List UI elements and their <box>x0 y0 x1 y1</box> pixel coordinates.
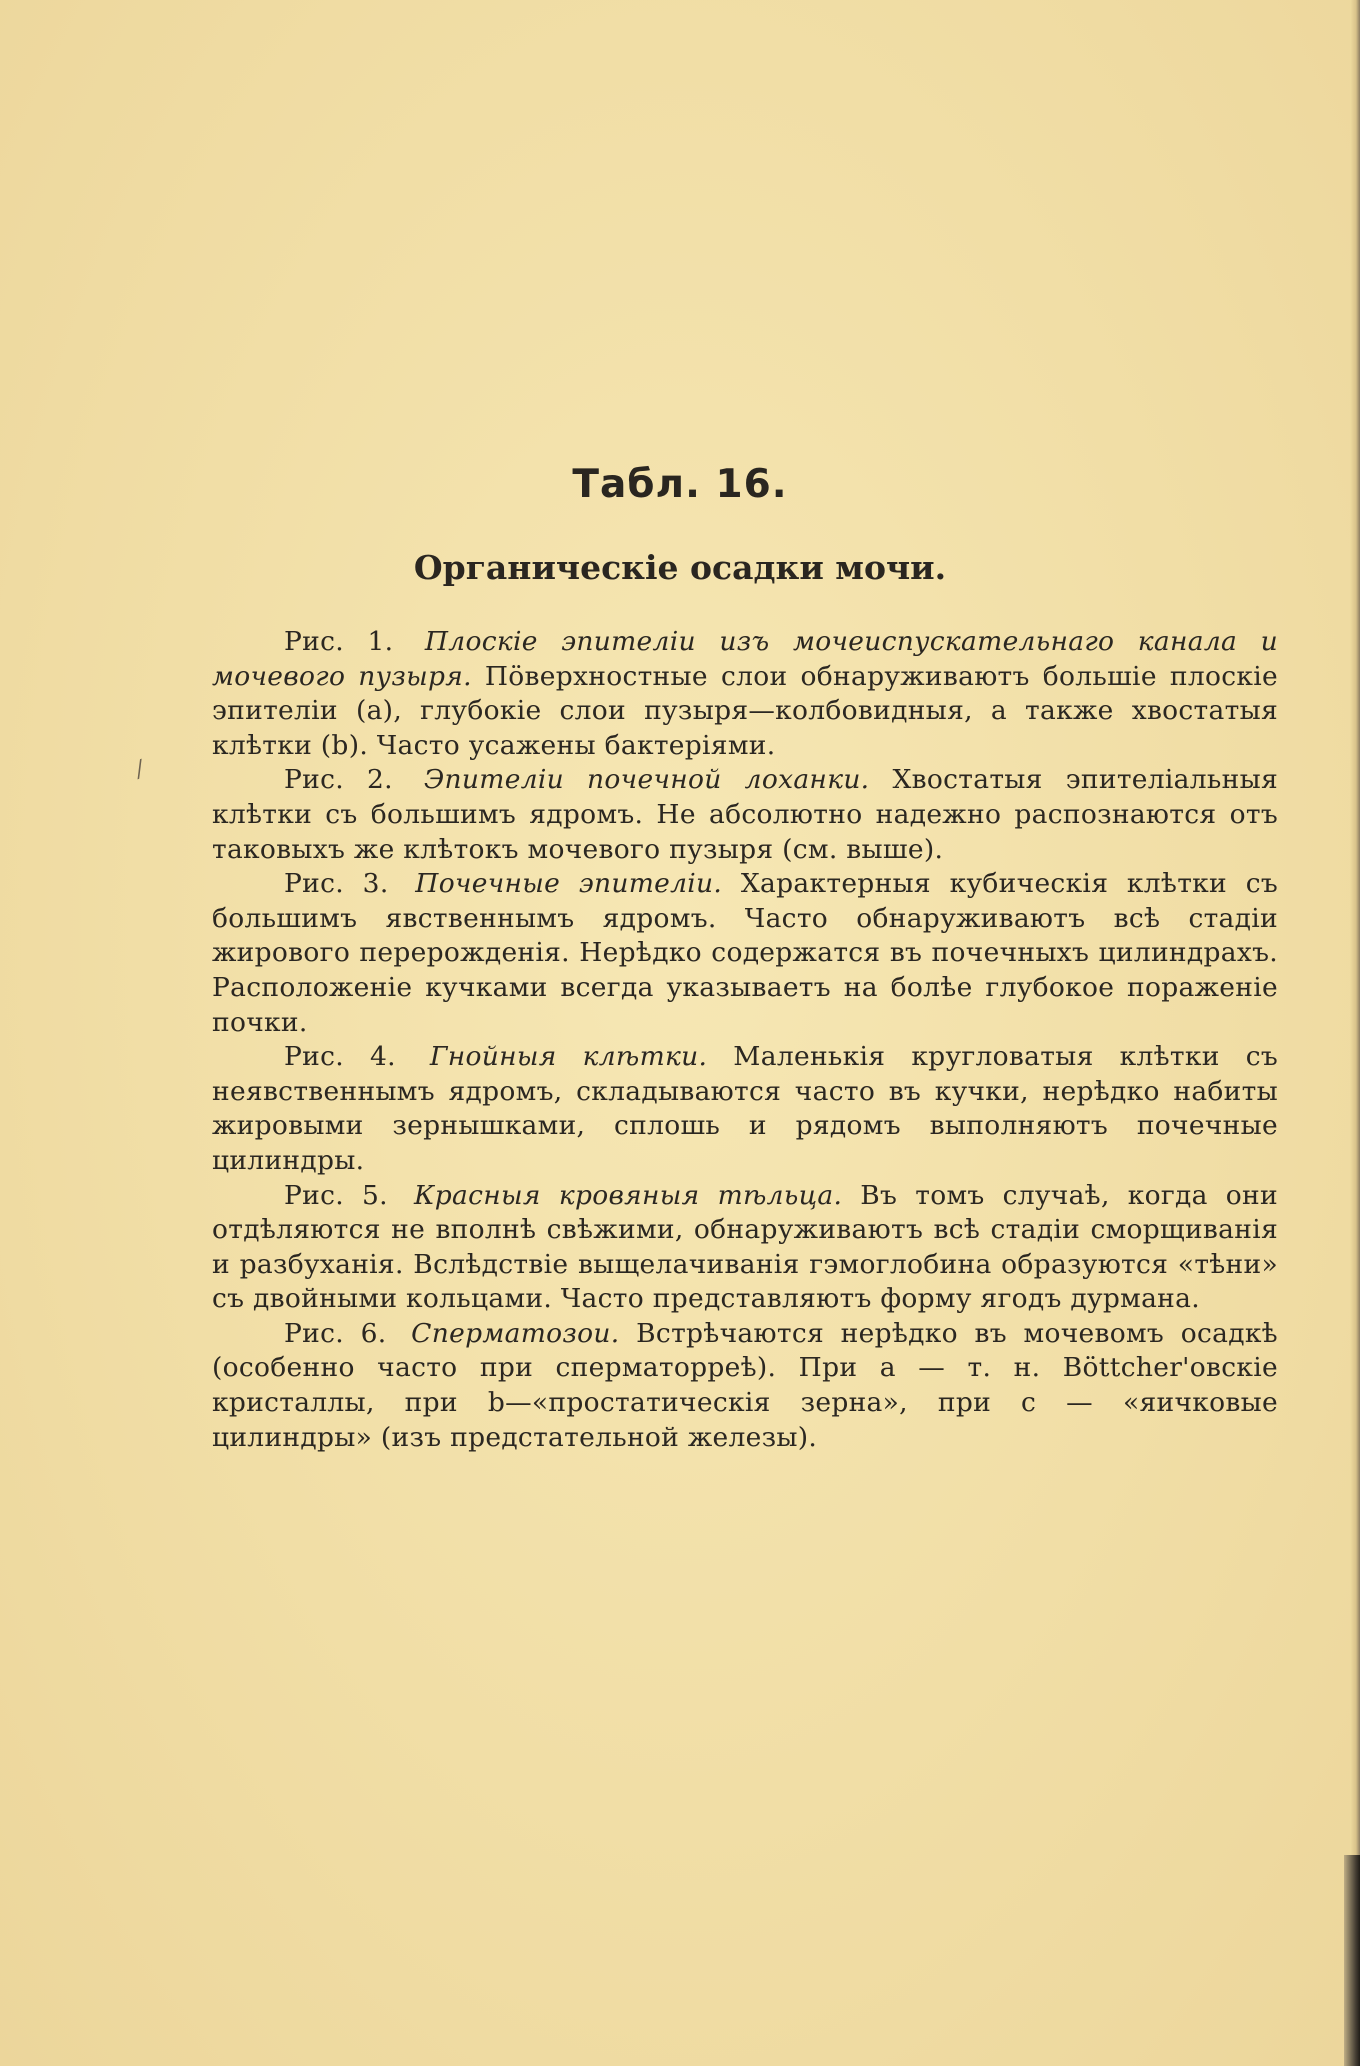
figure-paragraph-5 <box>212 1179 1278 1317</box>
figure-label: Рис. 1. <box>284 626 394 657</box>
figure-text: Характерныя кубическiя клѣтки съ большимъ явственнымъ ядромъ. Часто обнаруживаютъ всѣ стадiи жирового перерожденiя. Нерѣдко содержатся въ почечныхъ цилиндрахъ. Расположенiе кучками всегда указываетъ на болѣе глубокое пораженiе почки. <box>212 868 1278 1038</box>
figure-caption: Красныя кровяныя тѣльца. <box>413 1179 843 1211</box>
figure-label: Рис. 6. <box>284 1317 387 1349</box>
page-edge <box>1350 0 1360 2066</box>
plate-title: Табл. 16. <box>572 462 788 507</box>
figure-caption: Плоскiе эпителiи изъ мочеиспускательнаго канала и мочевого пузыря. <box>212 626 1278 692</box>
margin-pencil-mark: / <box>131 756 148 783</box>
figure-caption: Эпителiи почечной лоханки. <box>423 764 870 796</box>
figure-label: Рис. 4. <box>284 1041 396 1073</box>
figure-label: Рис. 3. <box>284 868 389 900</box>
figure-text: Въ томъ случаѣ, когда они отдѣляются не вполнѣ свѣжими, обнаруживаютъ всѣ стадiи сморщиванiя и разбуханiя. Вслѣдствiе выщелачиванiя гэмоглобина образуются «тѣни» съ двойными кольцами. Часто представляютъ форму ягодъ дурмана. <box>212 1179 1278 1315</box>
figure-paragraph-6 <box>212 1317 1278 1455</box>
figure-descriptions <box>212 625 1278 1455</box>
figure-text: Встрѣчаются нерѣдко въ мочевомъ осадкѣ (особенно часто при сперматорреѣ). При а — т. н. Böttcher'овскiе кристаллы, при b—«простатическiя зерна», при с — «яичковые цилиндры» (изъ предстательной железы). <box>212 1317 1278 1453</box>
figure-paragraph-2 <box>212 763 1278 867</box>
figure-text: Маленькiя кругловатыя клѣтки съ неявственнымъ ядромъ, складываются часто въ кучки, нерѣдко набиты жировыми зернышками, сплошь и рядомъ выполняютъ почечные цилиндры. <box>212 1041 1278 1176</box>
figure-paragraph-4 <box>212 1040 1278 1178</box>
plate-subtitle: Органическiе осадки мочи. <box>413 548 947 587</box>
figure-label: Рис. 2. <box>284 764 393 796</box>
figure-label: Рис. 5. <box>284 1179 388 1211</box>
figure-text: Хвостатыя эпителiальныя клѣтки съ большимъ ядромъ. Не абсолютно надежно распознаются отъ таковыхъ же клѣтокъ мочевого пузыря (см. выше). <box>212 764 1278 865</box>
figure-paragraph-3 <box>212 867 1278 1040</box>
figure-caption: Сперматозои. <box>411 1317 620 1349</box>
figure-text: Пöверхностные слои обнаруживаютъ большiе плоскiе эпителiи (а), глубокiе слои пузыря—колбовидныя, а также хвостатыя клѣтки (b). Часто усажены бактерiями. <box>212 660 1278 761</box>
figure-paragraph-1 <box>212 625 1278 763</box>
figure-caption: Гнойныя клѣтки. <box>429 1041 708 1073</box>
figure-caption: Почечные эпителiи. <box>415 868 723 900</box>
page-edge-shadow <box>1344 1855 1360 2066</box>
